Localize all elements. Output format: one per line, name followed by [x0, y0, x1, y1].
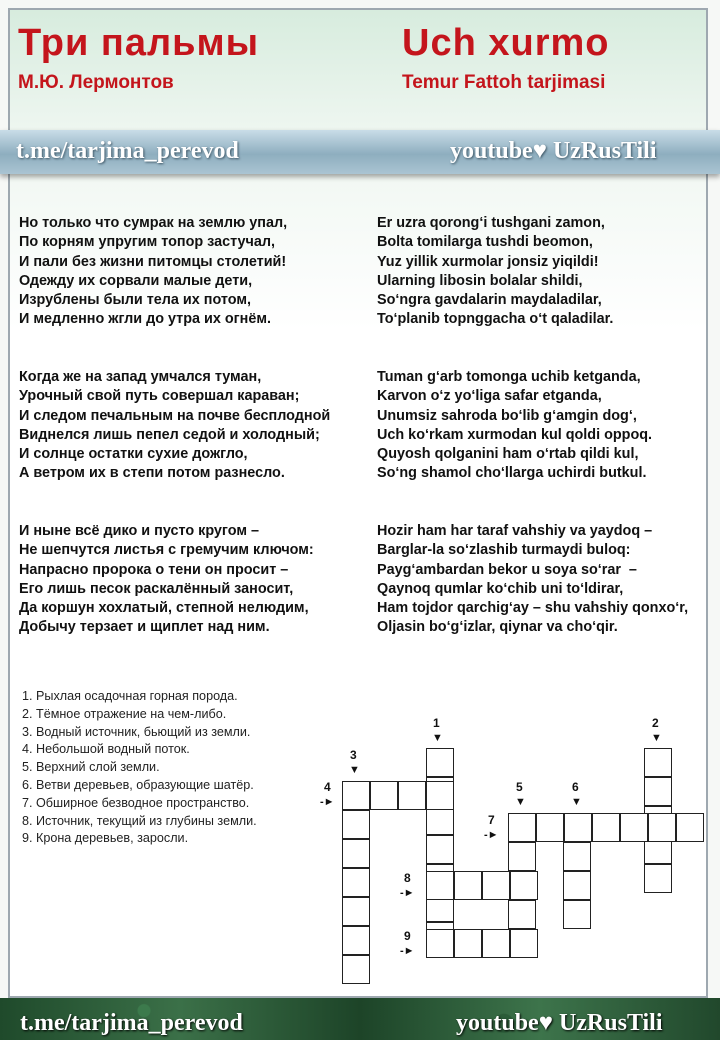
crossword-cell[interactable] [342, 868, 370, 897]
title-russian: Три пальмы [18, 22, 260, 64]
crossword-cell[interactable] [510, 929, 538, 958]
crossword-cell[interactable] [426, 871, 454, 900]
stanza-3-russian: И ныне всё дико и пусто кругом – Не шепчутся листья с гремучим ключом: Напрасно пророка о тени он просит – Его лишь песок раскалённый заносит, Да коршун хохлатый, степной нелюдим, Добычу терзает и щиплет над ним. [19, 523, 314, 636]
crossword-cell[interactable] [563, 842, 591, 871]
clue-item: 7. Обширное безводное пространство. [22, 795, 250, 810]
clue-number: 7 [488, 813, 495, 827]
clue-item: 3. Водный источник, бьющий из земли. [22, 724, 251, 739]
crossword-cell[interactable] [644, 864, 672, 893]
crossword-cell[interactable] [482, 929, 510, 958]
down-arrow-icon: ▼ [651, 732, 662, 744]
down-arrow-icon: ▼ [349, 764, 360, 776]
stanza-1-uzbek: Er uzra qorong‘i tushgani zamon, Bolta tomilarga tushdi beomon, Yuz yillik xurmolar jonsiz yiqildi! Ularning libosin bolalar shildi, So‘ngra gavdalarin maydaladilar, To‘planib topnggacha o‘t qaladilar. [377, 215, 614, 328]
clue-number: 2 [652, 716, 659, 730]
clue-item: 5. Верхний слой земли. [22, 760, 160, 775]
down-arrow-icon: ▼ [571, 796, 582, 808]
author-russian: М.Ю. Лермонтов [18, 72, 174, 93]
telegram-link[interactable]: t.me/tarjima_perevod [16, 138, 239, 164]
down-arrow-icon: ▼ [432, 732, 443, 744]
crossword-cell[interactable] [644, 777, 672, 806]
down-arrow-icon: ▼ [515, 796, 526, 808]
crossword-cell[interactable] [563, 871, 591, 900]
crossword-cell[interactable] [454, 871, 482, 900]
crossword-cell[interactable] [426, 806, 454, 835]
clue-number: 3 [350, 748, 357, 762]
crossword-cell[interactable] [426, 835, 454, 864]
clue-number: 5 [516, 780, 523, 794]
clue-item: 1. Рыхлая осадочная горная порода. [22, 689, 238, 703]
footer-youtube-link[interactable]: youtube♥ UzRusTili [456, 1010, 663, 1036]
crossword-cell[interactable] [342, 781, 370, 810]
crossword-cell[interactable] [536, 813, 564, 842]
crossword-cell[interactable] [508, 900, 536, 929]
crossword-cell[interactable] [426, 748, 454, 777]
crossword-cell[interactable] [426, 781, 454, 810]
crossword-cell[interactable] [342, 955, 370, 984]
title-uzbek: Uch xurmo [402, 22, 610, 64]
crossword-cell[interactable] [482, 871, 510, 900]
stanza-3-uzbek: Hozir ham har taraf vahshiy va yaydoq – Barglar-la so‘zlashib turmaydi buloq: Payg‘ambardan bekor u soya so‘rar – Qaynoq qumlar ko‘chib uni to‘ldirar, Ham tojdor qarchig‘ay – shu vahshiy qonxo‘r, Oljasin bo‘g‘izlar, qiynar va cho‘qir. [377, 523, 689, 636]
clue-item: 8. Источник, текущий из глубины земли. [22, 813, 257, 828]
clue-number: 6 [572, 780, 579, 794]
clue-number: 1 [433, 716, 440, 730]
clue-item: 9. Крона деревьев, заросли. [22, 831, 189, 846]
crossword-cell[interactable] [342, 926, 370, 955]
right-arrow-icon: -► [400, 945, 415, 957]
clue-item: 6. Ветви деревьев, образующие шатёр. [22, 777, 254, 792]
stanza-1-russian: Но только что сумрак на землю упал, По корням упругим топор застучал, И пали без жизни питомцы столетий! Одежду их сорвали малые дети, Изрублены были тела их потом, И медленно жгли до утра их огнём. [19, 215, 288, 328]
crossword-cell[interactable] [676, 813, 704, 842]
stanza-2-uzbek: Tuman g‘arb tomonga uchib ketganda, Karvon o‘z yo‘liga safar etganda, Unumsiz sahroda bo‘lib g‘amgin dog‘, Uch ko‘rkam xurmodan kul qoldi oppoq. Quyosh qolganini ham o‘rtab qildi kul, So‘ng shamol cho‘llarga uchirdi butkul. [377, 369, 653, 482]
crossword-cell[interactable] [620, 813, 648, 842]
crossword-cell[interactable] [342, 839, 370, 868]
crossword-cell[interactable] [398, 781, 426, 810]
footer-telegram-link[interactable]: t.me/tarjima_perevod [20, 1010, 243, 1036]
clue-number: 4 [324, 780, 331, 794]
stanza-2-russian: Когда же на запад умчался туман, Урочный свой путь совершал караван; И следом печальным на почве бесплодной Виднелся лишь пепел седой и холодный; И солнце остатки сухие дожгло, А ветром их в степи потом разнесло. [19, 369, 331, 482]
clue-item: 2. Тёмное отражение на чем-либо. [22, 706, 227, 721]
crossword-cell[interactable] [342, 810, 370, 839]
crossword-cell[interactable] [370, 781, 398, 810]
crossword-cell[interactable] [426, 929, 454, 958]
crossword-cell[interactable] [644, 748, 672, 777]
crossword-cell[interactable] [342, 897, 370, 926]
youtube-link[interactable]: youtube♥ UzRusTili [450, 138, 657, 164]
right-arrow-icon: -► [400, 887, 415, 899]
crossword-cell[interactable] [564, 813, 592, 842]
footer-bar [0, 998, 720, 1040]
clue-item: 4. Небольшой водный поток. [22, 742, 190, 757]
crossword-cell[interactable] [508, 842, 536, 871]
author-uzbek: Temur Fattoh tarjimasi [402, 72, 606, 93]
crossword-cell[interactable] [648, 813, 676, 842]
right-arrow-icon: -► [484, 829, 499, 841]
right-arrow-icon: -► [320, 796, 335, 808]
crossword-cell[interactable] [510, 871, 538, 900]
clue-number: 8 [404, 871, 411, 885]
crossword-cell[interactable] [508, 813, 536, 842]
crossword-cell[interactable] [563, 900, 591, 929]
crossword-cell[interactable] [592, 813, 620, 842]
clue-number: 9 [404, 929, 411, 943]
crossword-cell[interactable] [454, 929, 482, 958]
